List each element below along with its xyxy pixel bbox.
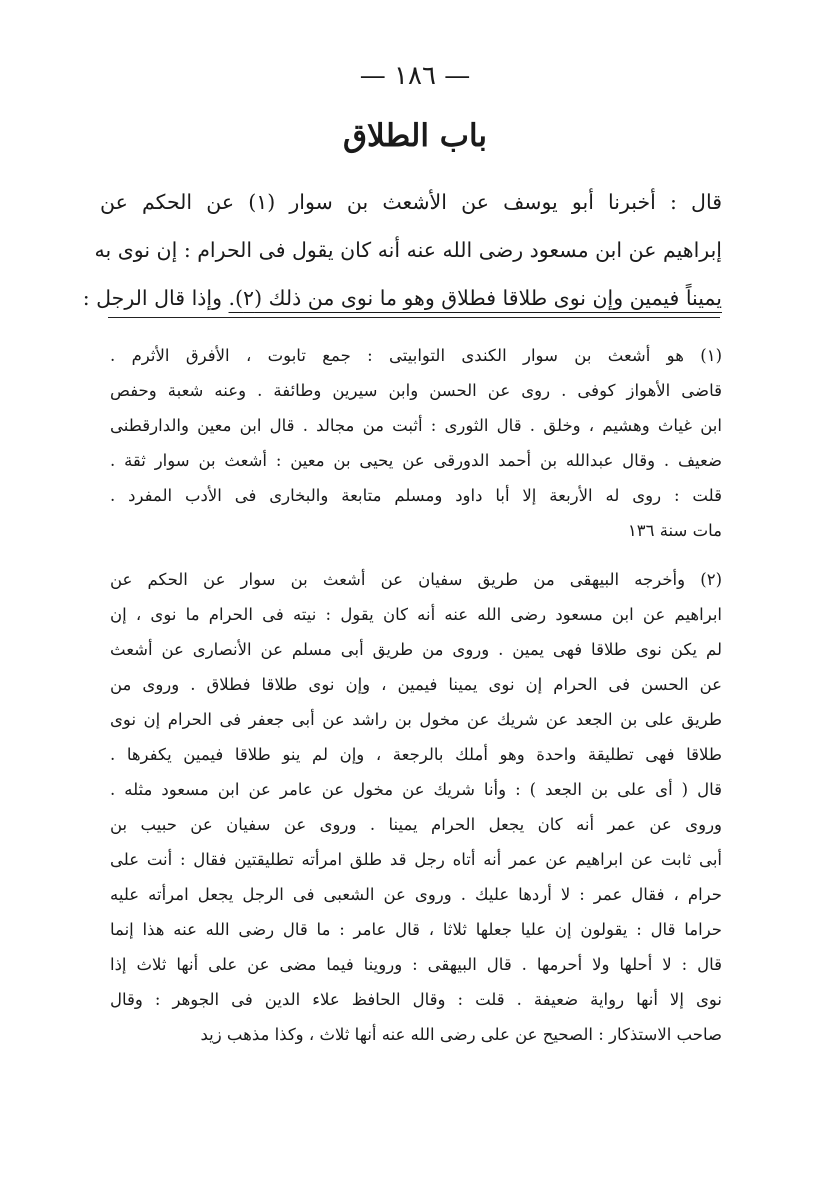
footnote-2 bbox=[110, 562, 722, 1052]
footnote-line: حرام ، فقال عمر : لا أردها عليك . وروى عن الشعبى فى الرجل يجعل امرأته عليه bbox=[110, 885, 722, 904]
footnote-line: مات سنة ١٣٦ bbox=[627, 521, 722, 540]
main-text-fragment: وإذا قال الرجل : bbox=[82, 286, 229, 310]
footnote-line: ابن غياث وهشيم ، وخلق . قال الثورى : أثبت من مجالد . قال ابن معين والدارقطنى bbox=[110, 416, 722, 435]
footnote-line: قال : لا أحلها ولا أحرمها . قال البيهقى : وروينا فيما مضى عن على أنها ثلاث إذا bbox=[110, 955, 722, 974]
footnote-line: وروى عن عمر أنه كان يجعل الحرام يمينا . وروى عن سفيان عن حبيب بن bbox=[110, 815, 722, 834]
footnote-line: ضعيف . وقال عبدالله بن أحمد الدورقى عن يحيى بن معين : أشعث بن سوار ثقة . bbox=[110, 451, 722, 470]
footnote-line: حراما قال : يقولون إن عليا جعلها ثلاثا ، قال عامر : ما قال رضى الله عنه هذا إنما bbox=[110, 920, 722, 939]
main-text-line: قال : أخبرنا أبو يوسف عن الأشعث بن سوار (١) عن الحكم عن bbox=[100, 190, 722, 214]
footnote-1 bbox=[110, 338, 722, 548]
footnote-line: لم يكن نوى طلاقا فهى يمين . وروى من طريق أبى مسلم عن الأنصارى عن أشعث bbox=[110, 640, 722, 659]
footnote-line: قال ( أى على بن الجعد ) : وأنا شريك عن مخول عن عامر عن ابن مسعود مثله . bbox=[110, 780, 722, 799]
footnote-line: أبى ثابت عن ابراهيم عن عمر أنه أتاه رجل قد طلق امرأته تطليقتين فقال : أنت على bbox=[110, 850, 722, 869]
footnote-line: نوى إلا أنها رواية ضعيفة . قلت : وقال الحافظ علاء الدين فى الجوهر : وقال bbox=[110, 990, 722, 1009]
page-number: — ١٨٦ — bbox=[359, 61, 471, 91]
underlined-text: يميناً فيمين وإن نوى طلاقا فطلاق وهو ما نوى من ذلك (٢). bbox=[228, 286, 722, 310]
chapter-title: باب الطلاق bbox=[342, 118, 488, 154]
footnote-line: طريق على بن الجعد عن شريك عن مخول بن راشد عن أبى جعفر فى الحرام إن نوى bbox=[110, 710, 722, 729]
footnote-line: (١) هو أشعث بن سوار الكندى التوابيتى : جمع تابوت ، الأفرق الأثرم . bbox=[110, 346, 722, 365]
footnote-line: عن الحسن فى الحرام إن نوى يمينا فيمين ، وإن نوى طلاقا فطلاق . وروى من bbox=[110, 675, 722, 694]
main-text bbox=[82, 178, 722, 322]
footnote-line: (٢) وأخرجه البيهقى من طريق سفيان عن أشعث بن سوار عن الحكم عن bbox=[110, 570, 722, 589]
footnote-line: طلاقا فهى تطليقة واحدة وهو أملك بالرجعة ، وإن لم ينو طلاقا فيمين يكفرها . bbox=[110, 745, 722, 764]
main-text-line: إبراهيم عن ابن مسعود رضى الله عنه أنه كان يقول فى الحرام : إن نوى به bbox=[94, 238, 722, 262]
footnote-line: ابراهيم عن ابن مسعود رضى الله عنه أنه كان يقول : نيته فى الحرام ما نوى ، إن bbox=[110, 605, 722, 624]
footnote-separator bbox=[108, 317, 720, 318]
footnote-line: قاضى الأهواز كوفى . روى عن الحسن وابن سيرين وطائفة . وعنه شعبة وحفص bbox=[110, 381, 722, 400]
main-text-line bbox=[82, 274, 722, 322]
footnote-line: صاحب الاستذكار : الصحيح عن على رضى الله عنه أنها ثلاث ، وكذا مذهب زيد bbox=[200, 1025, 722, 1044]
footnote-line: قلت : روى له الأربعة إلا أبا داود ومسلم متابعة والبخارى فى الأدب المفرد . bbox=[110, 486, 722, 505]
